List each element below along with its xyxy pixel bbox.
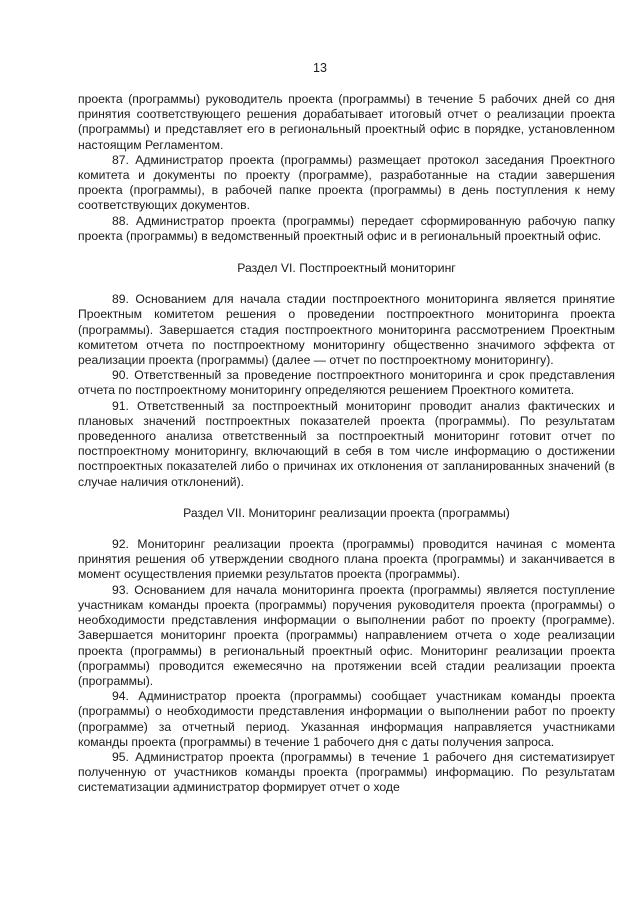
paragraph-94: 94. Администратор проекта (программы) сообщает участникам команды проекта (программы) о необходимости представления информации о выполнении работ по проекту (программе) за отчетный период. Указанная информация направляется участниками команды проекта (программы) в течение 1 рабочего дня с даты получения запроса. [78,689,615,749]
section-7-heading: Раздел VII. Мониторинг реализации проекта (программы) [183,505,510,520]
paragraph-91: 91. Ответственный за постпроектный мониторинг проводит анализ фактических и плановых значений постпроектных показателей проекта (программы). По результатам проведенного анализа ответственный за постпроектный мониторинг готовит отчет по постпроектному мониторингу, включающий в себя в том числе информацию о достижении постпроектных показателей либо о причинах их отклонения от запланированных значений (в случае наличия отклонений). [78,398,615,489]
page-number: 13 [313,61,327,75]
paragraph-90: 90. Ответственный за проведение постпроектного мониторинга и срок представления отчета по постпроектному мониторингу определяются решением Проектного комитета. [78,368,615,398]
paragraph-87: 87. Администратор проекта (программы) размещает протокол заседания Проектного комитета и документы по проекту (программе), разработанные на стадии завершения проекта (программы), в рабочей папке проекта (программы) в день поступления к нему соответствующих документов. [78,152,615,213]
paragraph-88: 88. Администратор проекта (программы) передает сформированную рабочую папку проекта (программы) в ведомственный проектный офис и в региональный проектный офис. [78,213,615,243]
section-6-heading: Раздел VI. Постпроектный мониторинг [237,261,456,276]
paragraph-92: 92. Мониторинг реализации проекта (программы) проводится начиная с момента принятия решения об утверждении сводного плана проекта (программы) и заканчивается в момент осуществления приемки результатов проекта (программы). [78,537,615,582]
document-body [78,92,615,796]
paragraph-93: 93. Основанием для начала мониторинга проекта (программы) является поступление участникам команды проекта (программы) поручения руководителя проекта (программы) о необходимости представления информации о выполнении работ по проекту (программе). Завершается мониторинг проекта (программы) направлением отчета о ходе реализации проекта (программы) в региональный проектный офис. Мониторинг реализации проекта (программы) проводится ежемесячно на протяжении всей стадии реализации проекта (программы). [78,582,615,688]
paragraph-89: 89. Основанием для начала стадии постпроектного мониторинга является принятие Проектным комитетом решения о проведении постпроектного мониторинга проекта (программы). Завершается стадия постпроектного мониторинга рассмотрением Проектным комитетом отчета по постпроектному мониторингу общественно значимого эффекта от реализации проекта (программы) (далее — отчет по постпроектному мониторингу). [78,292,615,368]
paragraph-86-continuation: проекта (программы) руководитель проекта (программы) в течение 5 рабочих дней со дня принятия соответствующего решения дорабатывает итоговый отчет о реализации проекта (программы) и представляет его в региональный проектный офис в порядке, установленном настоящим Регламентом. [78,92,615,152]
paragraph-95: 95. Администратор проекта (программы) в течение 1 рабочего дня систематизирует полученную от участников команды проекта (программы) информацию. По результатам систематизации администратор формирует отчет о ходе [78,749,615,795]
